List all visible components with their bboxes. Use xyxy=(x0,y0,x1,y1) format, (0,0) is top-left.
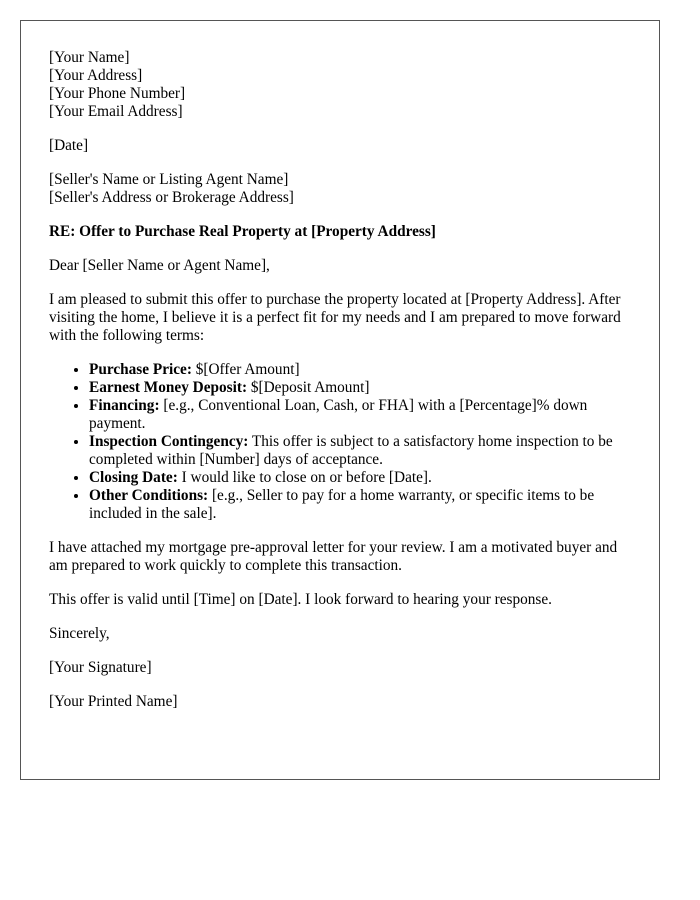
term-text: $[Deposit Amount] xyxy=(247,379,370,396)
closing: Sincerely, xyxy=(49,625,110,642)
intro-paragraph: I am pleased to submit this offer to purchase the property located at [Property Address]. After visiting the home, I believe it is a perfect fit for my needs and I am prepared to move forward with the following terms: xyxy=(49,291,621,344)
letter-date: [Date] xyxy=(49,137,89,154)
salutation: Dear [Seller Name or Agent Name], xyxy=(49,257,270,274)
term-label: Inspection Contingency: xyxy=(89,433,249,450)
sender-name: [Your Name] xyxy=(49,49,130,66)
sender-block xyxy=(49,49,631,121)
term-label: Other Conditions: xyxy=(89,487,209,504)
printed-name: [Your Printed Name] xyxy=(49,693,178,710)
letter-page xyxy=(20,20,660,780)
term-item xyxy=(89,487,631,523)
term-item xyxy=(89,433,631,469)
term-text: This offer is subject to a satisfactory home inspection to be completed within [Number] days of acceptance. xyxy=(89,433,613,468)
terms-list xyxy=(49,361,631,523)
signature-placeholder: [Your Signature] xyxy=(49,659,152,676)
term-label: Purchase Price: xyxy=(89,361,192,378)
term-label: Financing: xyxy=(89,397,160,414)
term-text: $[Offer Amount] xyxy=(191,361,300,378)
term-label: Closing Date: xyxy=(89,469,178,486)
sender-phone: [Your Phone Number] xyxy=(49,85,186,102)
recipient-address: [Seller's Address or Brokerage Address] xyxy=(49,189,294,206)
subject-line: RE: Offer to Purchase Real Property at [Property Address] xyxy=(49,223,436,240)
recipient-name: [Seller's Name or Listing Agent Name] xyxy=(49,171,289,188)
term-text: [e.g., Seller to pay for a home warranty, or specific items to be included in the sale]. xyxy=(89,487,595,522)
sender-email: [Your Email Address] xyxy=(49,103,183,120)
term-item xyxy=(89,379,631,397)
term-item xyxy=(89,397,631,433)
term-label: Earnest Money Deposit: xyxy=(89,379,248,396)
term-item xyxy=(89,361,631,379)
preapproval-paragraph: I have attached my mortgage pre-approval letter for your review. I am a motivated buyer and am prepared to work quickly to complete this transaction. xyxy=(49,539,618,574)
term-text: [e.g., Conventional Loan, Cash, or FHA] with a [Percentage]% down payment. xyxy=(89,397,588,432)
sender-address: [Your Address] xyxy=(49,67,143,84)
term-item xyxy=(89,469,631,487)
term-text: I would like to close on or before [Date]. xyxy=(177,469,432,486)
validity-paragraph: This offer is valid until [Time] on [Date]. I look forward to hearing your response. xyxy=(49,591,552,608)
recipient-block xyxy=(49,171,631,207)
